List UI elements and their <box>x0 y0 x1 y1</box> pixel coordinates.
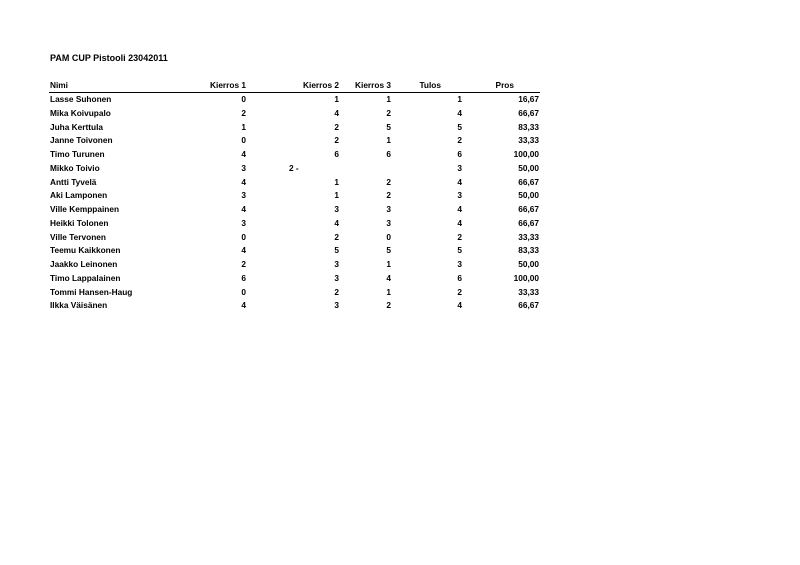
table-row <box>49 134 540 148</box>
cell-kierros-1: 0 <box>241 231 246 242</box>
cell-tulos: 4 <box>457 176 462 187</box>
cell-kierros-3: 3 <box>386 217 391 228</box>
cell-kierros-2: 2 <box>334 121 339 132</box>
cell-pros: 66,67 <box>518 107 539 118</box>
table-row <box>49 162 540 176</box>
cell-kierros-3: 1 <box>386 259 391 269</box>
cell-kierros-1: 4 <box>241 149 246 159</box>
cell-kierros-2: 1 <box>334 190 339 201</box>
table-row <box>49 189 540 203</box>
cell-pros: 66,67 <box>518 176 539 187</box>
table-row <box>49 107 540 121</box>
cell-kierros-3: 0 <box>386 231 391 242</box>
header-kierros-2: Kierros 2 <box>247 79 340 93</box>
cell-tulos: 3 <box>457 190 462 201</box>
table-row <box>49 231 540 245</box>
cell-pros: 50,00 <box>518 190 539 201</box>
cell-name: Antti Tyvelä <box>50 176 97 187</box>
table-row <box>49 176 540 190</box>
results-table <box>49 79 540 313</box>
cell-pros: 50,00 <box>518 259 539 269</box>
cell-kierros-2: 6 <box>334 149 339 159</box>
table-row <box>49 244 540 258</box>
cell-kierros-1: 3 <box>241 217 246 228</box>
cell-tulos: 4 <box>457 300 462 311</box>
cell-kierros-2: 1 <box>334 94 339 104</box>
cell-name: Aki Lamponen <box>50 190 108 201</box>
cell-pros: 16,67 <box>518 94 539 104</box>
cell-tulos: 4 <box>457 217 462 228</box>
cell-kierros-3: 1 <box>386 94 391 104</box>
cell-pros: 66,67 <box>518 204 539 214</box>
cell-name: Jaakko Leinonen <box>50 259 118 269</box>
header-row <box>49 79 540 93</box>
cell-pros: 66,67 <box>518 300 539 311</box>
cell-pros: 100,00 <box>513 149 539 159</box>
table-row <box>49 121 540 135</box>
cell-pros: 33,33 <box>518 135 539 146</box>
cell-pros: 83,33 <box>518 121 539 132</box>
cell-kierros-1: 4 <box>241 245 246 256</box>
cell-kierros-3: 2 <box>386 176 391 187</box>
cell-name: Ville Tervonen <box>50 231 106 242</box>
cell-kierros-1: 4 <box>241 176 246 187</box>
header-pros: Pros <box>463 79 540 93</box>
table-row <box>49 203 540 217</box>
table-row <box>49 286 540 300</box>
cell-name: Juha Kerttula <box>50 121 104 132</box>
cell-kierros-3: 6 <box>386 149 391 159</box>
cell-tulos: 3 <box>457 162 462 173</box>
cell-tulos: 3 <box>457 259 462 269</box>
cell-kierros-3: 1 <box>386 286 391 297</box>
table-row <box>49 258 540 272</box>
cell-kierros-3: 5 <box>386 121 391 132</box>
cell-kierros-3: 2 <box>386 300 391 311</box>
cell-pros: 33,33 <box>518 286 539 297</box>
cell-kierros-1: 3 <box>241 162 246 173</box>
cell-kierros-1: 4 <box>241 300 246 311</box>
cell-pros: 100,00 <box>513 272 539 283</box>
cell-kierros-3: 2 <box>386 107 391 118</box>
page-title: PAM CUP Pistooli 23042011 <box>50 53 168 63</box>
results-body <box>49 93 540 314</box>
cell-tulos: 5 <box>457 121 462 132</box>
cell-name: Mikko Toivio <box>50 162 100 173</box>
cell-pros: 33,33 <box>518 231 539 242</box>
cell-kierros-3: 1 <box>386 135 391 146</box>
table-row <box>49 148 540 162</box>
cell-name: Timo Lappalainen <box>50 272 121 283</box>
cell-kierros-1: 4 <box>241 204 246 214</box>
header-kierros-3: Kierros 3 <box>340 79 392 93</box>
cell-kierros-2: 5 <box>334 245 339 256</box>
cell-kierros-1: 0 <box>241 286 246 297</box>
cell-kierros-2: 2 <box>334 286 339 297</box>
cell-kierros-1: 0 <box>241 94 246 104</box>
cell-kierros-2: 3 <box>334 259 339 269</box>
cell-name: Janne Toivonen <box>50 135 113 146</box>
cell-kierros-1: 3 <box>241 190 246 201</box>
cell-kierros-1: 2 <box>241 259 246 269</box>
cell-kierros-3: 4 <box>386 272 391 283</box>
cell-tulos: 1 <box>457 94 462 104</box>
cell-kierros-2: 2 <box>334 135 339 146</box>
cell-tulos: 2 <box>457 286 462 297</box>
cell-kierros-2: 2 <box>334 231 339 242</box>
cell-kierros-3: 5 <box>386 245 391 256</box>
cell-tulos: 4 <box>457 107 462 118</box>
cell-kierros-2: 4 <box>334 107 339 118</box>
cell-name: Mika Koivupalo <box>50 107 111 118</box>
table-row <box>49 299 540 313</box>
table-row <box>49 93 540 107</box>
header-name: Nimi <box>49 79 199 93</box>
cell-tulos: 4 <box>457 204 462 214</box>
cell-pros: 83,33 <box>518 245 539 256</box>
cell-tulos: 5 <box>457 245 462 256</box>
cell-name: Ville Kemppainen <box>50 204 120 214</box>
cell-name: Teemu Kaikkonen <box>50 245 121 256</box>
cell-tulos: 2 <box>457 231 462 242</box>
cell-tulos: 6 <box>457 272 462 283</box>
cell-kierros-2: 1 <box>334 176 339 187</box>
cell-kierros-2: 3 <box>334 300 339 311</box>
cell-name: Tommi Hansen-Haug <box>50 286 133 297</box>
cell-kierros-3 <box>340 162 392 176</box>
cell-kierros-3: 2 <box>386 190 391 201</box>
cell-kierros-2: 4 <box>334 217 339 228</box>
cell-kierros-1: 6 <box>241 272 246 283</box>
cell-pros: 66,67 <box>518 217 539 228</box>
cell-kierros-2: 3 <box>334 272 339 283</box>
cell-name: Heikki Tolonen <box>50 217 109 228</box>
cell-name: Ilkka Väisänen <box>50 300 108 311</box>
cell-tulos: 2 <box>457 135 462 146</box>
table-row <box>49 217 540 231</box>
cell-kierros-3: 3 <box>386 204 391 214</box>
header-tulos: Tulos <box>392 79 463 93</box>
cell-pros: 50,00 <box>518 162 539 173</box>
cell-kierros-1: 0 <box>241 135 246 146</box>
cell-kierros-1: 2 <box>241 107 246 118</box>
table-row <box>49 272 540 286</box>
cell-name: Lasse Suhonen <box>50 94 112 104</box>
cell-kierros-2: 2 - <box>289 162 299 173</box>
cell-tulos: 6 <box>457 149 462 159</box>
cell-kierros-2: 3 <box>334 204 339 214</box>
cell-kierros-1: 1 <box>241 121 246 132</box>
header-kierros-1: Kierros 1 <box>199 79 247 93</box>
cell-name: Timo Turunen <box>50 149 105 159</box>
